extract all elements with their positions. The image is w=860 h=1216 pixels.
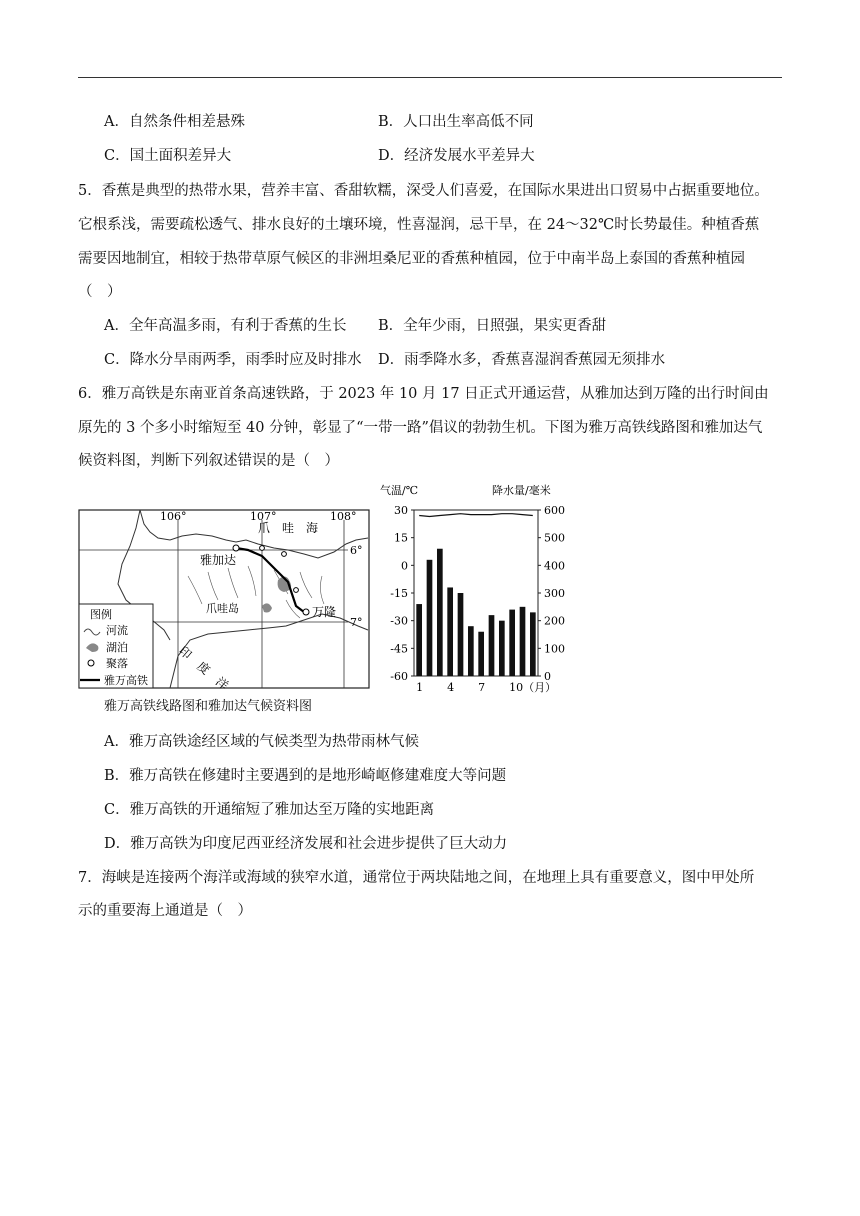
lon-label-106: 106° <box>160 510 187 523</box>
q6-stem-line-1: 6．雅万高铁是东南亚首条高速铁路，于 2023 年 10 月 17 日正式开通运营，从雅加达到万隆的出行时间由 <box>78 386 769 402</box>
legend-title: 图例 <box>90 608 112 621</box>
left-tick-label: 30 <box>394 504 408 517</box>
label-java-sea: 爪 哇 海 <box>258 521 319 535</box>
precip-bar-8 <box>489 615 495 676</box>
temperature-line <box>419 514 533 517</box>
precip-bar-5 <box>458 593 464 676</box>
label-java-island: 爪哇岛 <box>206 602 239 615</box>
precip-bar-3 <box>437 549 443 676</box>
plot-frame <box>414 510 538 676</box>
legend-settlement: 聚落 <box>106 657 128 670</box>
legend-railway: 雅万高铁 <box>104 674 148 687</box>
q6-option-b[interactable]: B．雅万高铁在修建时主要遇到的是地形崎岖修建难度大等问题 <box>104 768 507 784</box>
q4-option-c[interactable]: C．国土面积差异大 <box>104 148 232 164</box>
left-axis-label: 气温/℃ <box>380 484 419 497</box>
lon-label-108: 108° <box>330 510 357 523</box>
q5-option-c[interactable]: C．降水分旱雨两季，雨季时应及时排水 <box>104 352 362 368</box>
legend-settlement-icon <box>88 660 94 666</box>
q6-stem-line-2: 原先的 3 个多小时缩短至 40 分钟，彰显了“一带一路”倡议的勃勃生机。下图为雅万高铁线路图和雅加达气 <box>78 420 763 436</box>
legend-river: 河流 <box>106 624 128 637</box>
x-tick-label: 4 <box>447 681 455 694</box>
lat-label-6: 6° <box>350 544 363 557</box>
left-tick-label: 0 <box>401 559 408 573</box>
chart-bars <box>416 549 535 676</box>
lat-label-7: 7° <box>350 616 363 629</box>
q4-option-b[interactable]: B．人口出生率高低不同 <box>378 114 534 130</box>
header-rule <box>78 77 782 78</box>
left-tick-label: -45 <box>390 642 408 656</box>
precip-bar-11 <box>520 607 526 676</box>
settlement-bandung <box>303 609 309 615</box>
q6-stem-line-3: 候资料图，判断下列叙述错误的是（ ） <box>78 453 339 469</box>
label-jakarta: 雅加达 <box>200 553 237 567</box>
legend-lake: 湖泊 <box>106 641 128 654</box>
right-tick-label: 200 <box>544 614 565 628</box>
left-tick-label: -15 <box>390 587 408 600</box>
left-tick-label: -60 <box>390 670 408 683</box>
right-tick-label: 500 <box>544 531 565 545</box>
right-tick-label: 0 <box>544 670 551 683</box>
q4-option-a[interactable]: A．自然条件相差悬殊 <box>104 114 245 130</box>
q5-answer-bracket: （ ） <box>78 284 122 300</box>
right-tick-label: 300 <box>544 587 565 600</box>
precip-bar-7 <box>478 632 484 676</box>
settlement-jakarta <box>233 545 239 551</box>
q6-option-c[interactable]: C．雅万高铁的开通缩短了雅加达至万隆的实地距离 <box>104 802 435 818</box>
figure-caption: 雅万高铁线路图和雅加达气候资料图 <box>104 699 313 714</box>
q4-option-d[interactable]: D．经济发展水平差异大 <box>378 148 535 164</box>
left-tick-label: 15 <box>394 531 408 545</box>
precip-bar-6 <box>468 626 474 676</box>
x-tick-label: 10（月） <box>509 681 557 694</box>
x-ticks <box>416 681 556 694</box>
precip-bar-12 <box>530 612 536 676</box>
right-tick-label: 600 <box>544 504 565 517</box>
q5-stem-line-1: 5．香蕉是典型的热带水果，营养丰富、香甜软糯，深受人们喜爱，在国际水果进出口贸易中占据重要地位。 <box>78 183 769 199</box>
map-legend <box>79 604 153 688</box>
q5-option-a[interactable]: A．全年高温多雨，有利于香蕉的生长 <box>104 318 347 334</box>
right-tick-label: 400 <box>544 559 565 573</box>
settlement-1 <box>260 546 265 551</box>
x-tick-label: 1 <box>416 681 424 694</box>
q7-stem-line-2: 示的重要海上通道是（ ） <box>78 903 252 919</box>
precip-bar-4 <box>447 587 453 676</box>
precip-bar-1 <box>416 604 422 676</box>
label-bandung: 万隆 <box>312 605 337 619</box>
right-axis-label: 降水量/毫米 <box>492 484 551 497</box>
settlement-3 <box>294 588 299 593</box>
figure-svg <box>78 480 568 716</box>
map <box>79 510 369 693</box>
right-tick-label: 100 <box>544 642 565 656</box>
left-tick-label: -30 <box>390 614 408 628</box>
label-indian-ocean: 印 度 洋 <box>176 643 232 693</box>
precip-bar-9 <box>499 621 505 676</box>
q6-option-a[interactable]: A．雅万高铁途经区域的气候类型为热带雨林气候 <box>104 734 419 750</box>
q6-option-d[interactable]: D．雅万高铁为印度尼西亚经济发展和社会进步提供了巨大动力 <box>104 836 508 852</box>
lon-label-107: 107° <box>250 510 277 523</box>
q5-option-d[interactable]: D．雨季降水多，香蕉喜湿润香蕉园无须排水 <box>378 352 666 368</box>
q5-stem-line-2: 它根系浅，需要疏松透气、排水良好的土壤环境，性喜湿润，忌干旱，在 24～32℃时长势最佳。种植香蕉 <box>78 217 760 233</box>
figure <box>78 480 568 716</box>
climate-chart <box>380 483 565 694</box>
q7-stem-line-1: 7．海峡是连接两个海洋或海域的狭窄水道，通常位于两块陆地之间，在地理上具有重要意义，图中甲处所 <box>78 870 755 886</box>
x-tick-label: 7 <box>478 681 486 694</box>
settlement-2 <box>282 552 287 557</box>
q5-option-b[interactable]: B．全年少雨，日照强，果实更香甜 <box>378 318 607 334</box>
q5-stem-line-3: 需要因地制宜，相较于热带草原气候区的非洲坦桑尼亚的香蕉种植园，位于中南半岛上泰国的香蕉种植园 <box>78 251 745 267</box>
precip-bar-10 <box>509 610 515 676</box>
precip-bar-2 <box>427 560 433 676</box>
